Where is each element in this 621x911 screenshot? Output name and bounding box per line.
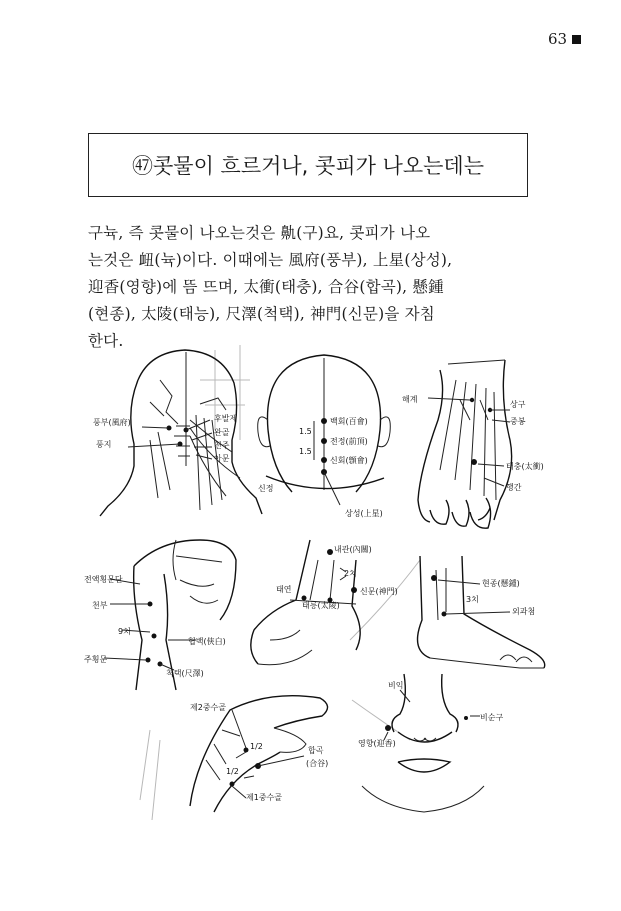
label-chi9: 9치 [118,627,131,636]
label-half-1: 1/2 [250,742,263,751]
label-haenggan: 행간 [506,483,522,492]
label-pungji: 풍지 [96,440,112,449]
label-hyeopbaek: 협백(俠白) [188,637,226,646]
label-juhoeng: 주횡문 [84,655,108,664]
neck-figure [93,350,262,516]
label-jungbong: 중봉 [510,417,526,426]
label-oegwacheom: 외과첨 [512,607,536,616]
label-half-2: 1/2 [226,767,239,776]
label-cheonbu: 천부 [92,601,108,610]
body-line: (현종), 太陵(태능), 尺澤(척택), 神門(신문)을 자침 [88,305,435,323]
label-dist-2: 1.5 [299,447,312,456]
label-taechung: 태충(太衝) [506,462,544,471]
ankle-figure [418,556,545,668]
label-cheonju: 천주 [214,441,230,450]
arm-figure [84,540,236,690]
label-hapgok: 합곡 [308,746,324,755]
body-line: 는것은 衄(뉵)이다. 이때에는 風府(풍부), 上星(상성), [88,251,453,269]
label-bisungu: 비순구 [480,713,504,722]
label-hubalje: 후발제 [214,414,238,423]
hand-figure [190,696,328,812]
label-cheonaek: 전액횡문단 [84,575,123,584]
label-baekhoe: 백회(百會) [330,417,368,426]
label-dist-1: 1.5 [299,427,312,436]
background-ghost-figure [140,345,420,820]
label-cheoktaek: 척택(尺澤) [166,669,204,678]
label-jeonjeong: 전정(前頂) [330,437,368,446]
label-pungbu: 풍부(風府) [93,418,131,427]
label-hapgok-2: (合谷) [306,759,329,768]
label-sanggu: 상구 [510,400,526,409]
label-sangseong: 상성(上星) [345,509,383,518]
label-naegwan: 내관(內關) [334,545,372,554]
body-line: 한다. [88,332,124,350]
label-taereung: 태릉(太陵) [302,601,340,610]
label-je2: 제2중수골 [190,703,227,712]
label-hyeonjong: 현종(懸鍾) [482,579,520,588]
label-sinmun: 신문(神門) [360,587,398,596]
nose-figure [358,674,503,812]
label-amun: 아문 [214,454,230,463]
label-yeonghyang: 영향(迎香) [358,739,396,748]
label-wangol: 완골 [214,428,230,437]
body-line: 구뉵, 즉 콧물이 나오는것은 鼽(구)요, 콧피가 나오 [88,224,431,242]
label-chi3: 3치 [466,595,479,604]
label-taeyeon: 태연 [276,585,292,594]
body-line: 迎香(영향)에 뜸 뜨며, 太衝(태충), 合谷(합곡), 懸鍾 [88,278,444,296]
head-top-figure [258,355,391,518]
label-chi2: 2치 [344,569,357,578]
page-number-text: 63 [548,30,568,48]
label-haegye: 해계 [402,395,418,404]
label-singjeong: 신정 [258,484,274,493]
foot-figure [402,360,544,528]
label-sinhoe: 신회(顖會) [330,456,368,465]
label-je1: 제1중수골 [246,793,283,802]
label-biik: 비익 [388,681,404,690]
section-title: ㊼콧물이 흐르거나, 콧피가 나오는데는 [132,154,484,178]
wrist-figure [251,540,398,665]
